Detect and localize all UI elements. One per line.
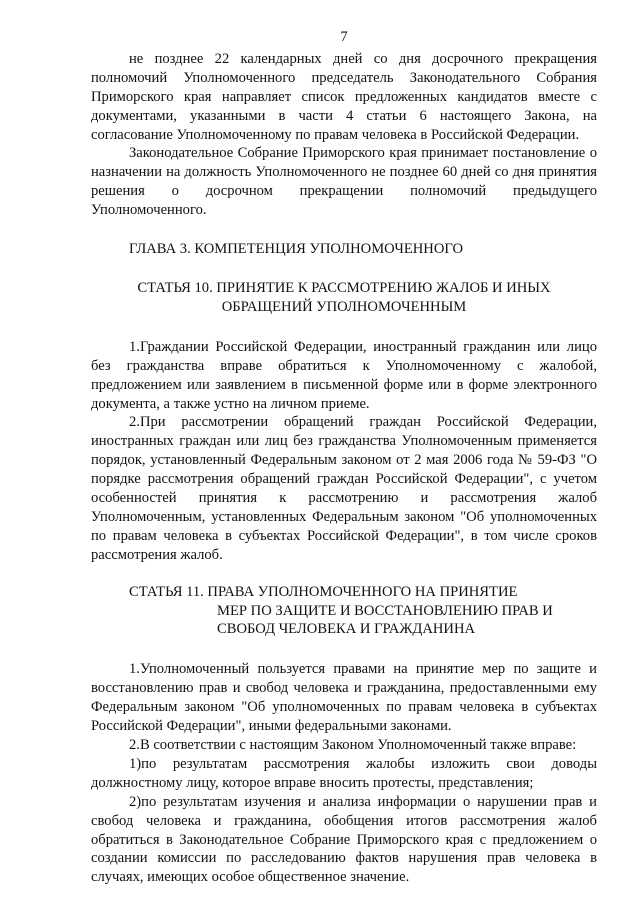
article-11-title-line-3: СВОБОД ЧЕЛОВЕКА И ГРАЖДАНИНА <box>217 621 476 638</box>
article-10-title-line-2: ОБРАЩЕНИЙ УПОЛНОМОЧЕННЫМ <box>221 298 467 315</box>
chapter-title: ГЛАВА 3. КОМПЕТЕНЦИЯ УПОЛНОМОЧЕННОГО <box>129 241 463 258</box>
article-10-paragraph-1: 1.Граждании Российской Федерации, иностранный гражданин или лицо без гражданства вправе обратиться к Уполномоченному с жалобой, предложением или заявлением в письменной форме или в форме электронного документа, а также устно на личном приеме. <box>91 338 597 412</box>
page-number: 7 <box>340 29 348 45</box>
intro-paragraph-2: Законодательное Собрание Приморского края принимает постановление о назначении на должность Уполномоченного не позднее 60 дней со дня принятия решения о досрочном прекращении полномочий предыдущего Уполномоченного. <box>91 145 597 219</box>
article-10-title-line-1: СТАТЬЯ 10. ПРИНЯТИЕ К РАССМОТРЕНИЮ ЖАЛОБ И ИНЫХ <box>137 279 551 296</box>
article-10-title <box>91 279 597 317</box>
article-10-paragraph-2: 2.При рассмотрении обращений граждан Российской Федерации, иностранных граждан или лиц без гражданства Уполномоченным применяется порядок, установленный Федеральным законом от 2 мая 2006 года № 59-ФЗ "О порядке рассмотрения обращений граждан Российской Федерации", с учетом особенностей принятия к рассмотрению и рассмотрения жалоб Уполномоченным, установленных Федеральным законом "Об уполномоченных по правам человека в субъектах Российской Федерации", в том числе сроков рассмотрения жалоб. <box>91 414 597 563</box>
document-page <box>91 28 597 887</box>
article-11-title <box>91 583 597 640</box>
article-11-title-line-2: МЕР ПО ЗАЩИТЕ И ВОССТАНОВЛЕНИЮ ПРАВ И <box>217 602 553 619</box>
article-11-paragraph-1: 1.Уполномоченный пользуется правами на принятие мер по защите и восстановлению прав и свобод человека и гражданина, предоставленными ему Федеральным законом "Об уполномоченных по правам человека в субъектах Российской Федерации", иными федеральными законами. <box>91 661 597 735</box>
article-11-paragraph-2: 2.В соответствии с настоящим Законом Уполномоченный также вправе: <box>129 737 577 753</box>
intro-paragraph-1: не позднее 22 календарных дней со дня досрочного прекращения полномочий Уполномоченного председатель Законодательного Собрания Приморского края направляет список предложенных кандидатов вместе с документами, указанными в части 4 статьи 6 настоящего Закона, на согласование Уполномоченному по правам человека в Российской Федерации. <box>91 50 597 143</box>
article-11-title-line-1: СТАТЬЯ 11. ПРАВА УПОЛНОМОЧЕННОГО НА ПРИНЯТИЕ <box>129 583 518 600</box>
article-11-item-1: 1)по результатам рассмотрения жалобы изложить свои доводы должностному лицу, которое вправе вносить протесты, представления; <box>91 755 597 791</box>
article-11-item-2: 2)по результатам изучения и анализа информации о нарушении прав и свобод человека и гражданина, обобщения итогов рассмотрения жалоб обратиться в Законодательное Собрание Приморского края с предложением о создании комиссии по расследованию фактов нарушения прав человека в случаях, имеющих особое общественное значение. <box>91 793 597 886</box>
